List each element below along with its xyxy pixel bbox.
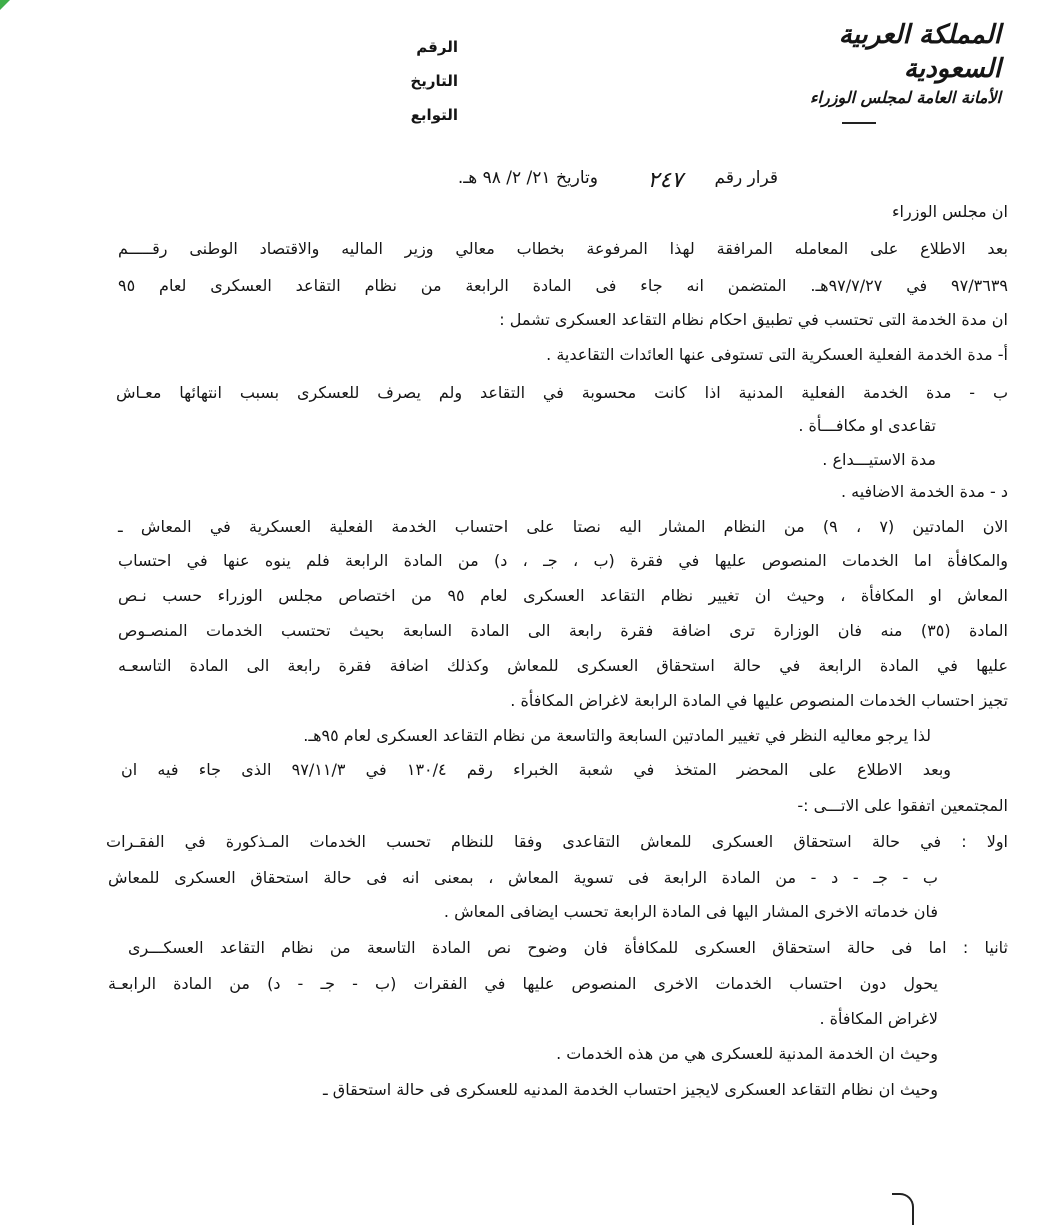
body-line: والمكافأة اما الخدمات المنصوص عليها في فقرة (ب ، جـ ، د) من المادة الرابعة فلم ينوه عنها في احتساب: [118, 551, 1008, 570]
body-line: المعاش او المكافأة ، وحيث ان تغيير نظام التقاعد العسكرى لعام ٩٥ من اختصاص مجلس الوزراء حسب نـص: [118, 586, 1009, 605]
letterhead-secretariat: الأمانة العامة لمجلس الوزراء: [810, 88, 1001, 107]
body-line: وحيث ان نظام التقاعد العسكرى لايجيز احتساب الخدمة المدنيه للعسكرى فى حالة استحقاق ـ: [323, 1080, 938, 1099]
date-label: التاريخ: [410, 72, 458, 90]
body-line: ب - جـ - د - من المادة الرابعة فى تسوية المعاش ، بمعنى انه فى حالة استحقاق العسكرى للمعاش: [108, 868, 938, 887]
body-line: د - مدة الخدمة الاضافيه .: [840, 482, 1008, 501]
body-line: مدة الاستيـــداع .: [822, 450, 936, 469]
body-line: تجيز احتساب الخدمات المنصوص عليها في المادة الرابعة لاغراض المكافأة .: [510, 691, 1008, 710]
body-line: المجتمعين اتفقوا على الاتـــى :-: [797, 796, 1008, 815]
number-label: الرقم: [416, 38, 458, 56]
body-line: ٩٧/٣٦٣٩ في ٩٧/٧/٢٧هـ. المتضمن انه جاء فى المادة الرابعة من نظام التقاعد العسكرى لعام ٩٥: [118, 276, 1008, 295]
body-line: ان مجلس الوزراء: [892, 202, 1008, 221]
letterhead: [741, 18, 1001, 110]
body-line: الان المادتين (٧ ، ٩) من النظام المشار اليه نصتا على احتساب الخدمة الفعلية العسكرية في المعاش ـ: [118, 517, 1009, 536]
body-line: ب - مدة الخدمة الفعلية المدنية اذا كانت محسوبة في التقاعد ولم يصرف للعسكرى بسبب انتهائها معـاش: [116, 383, 1008, 402]
body-line: لذا يرجو معاليه النظر في تغيير المادتين السابعة والتاسعة من نظام التقاعد العسكرى لعام ٩٥هـ.: [303, 726, 931, 745]
decision-number: ٢٤٧: [647, 168, 683, 193]
attachments-label: التوابع: [410, 106, 458, 124]
body-line: بعد الاطلاع على المعامله المرافقة لهذا المرفوعة بخطاب معالي وزير الماليه والاقتصاد الوطنى رقـــــم: [118, 239, 1008, 258]
body-line: المادة (٣٥) منه فان الوزارة ترى اضافة فقرة رابعة الى المادة السابعة بحيث تحتسب الخدمات المنصـوص: [118, 621, 1008, 640]
body-line: فان خدماته الاخرى المشار اليها فى المادة الرابعة تحسب ايضافى المعاش .: [443, 902, 938, 921]
body-line: لاغراض المكافأة .: [819, 1009, 938, 1028]
body-line: يحول دون احتساب الخدمات الاخرى المنصوص عليها في الفقرات (ب - جـ - د) من المادة الرابعـة: [108, 974, 938, 993]
body-line: ثانيا : اما فى حالة استحقاق العسكرى للمكافأة فان وضوح نص المادة التاسعة من نظام التقاعد العسكـــرى: [128, 938, 1008, 957]
body-line: عليها في المادة الرابعة في حالة استحقاق العسكرى للمعاش وكذلك اضافة فقرة رابعة الى المادة التاسعـه: [118, 656, 1008, 675]
decision-date: وتاريخ ٢١/ ٢/ ٩٨ هـ.: [457, 168, 598, 188]
page-end-flourish: [892, 1193, 914, 1225]
body-line: وبعد الاطلاع على المحضر المتخذ في شعبة الخبراء رقم ١٣٠/٤ في ٩٧/١١/٣ الذى جاء فيه ان: [121, 760, 952, 779]
corner-mark: [0, 0, 10, 10]
body-line: تقاعدى او مكافـــأة .: [798, 416, 936, 435]
body-line: ان مدة الخدمة التى تحتسب في تطبيق احكام نظام التقاعد العسكرى تشمل :: [499, 310, 1008, 329]
decision-header: [368, 168, 778, 198]
reference-fields: [368, 30, 458, 132]
letterhead-underline: [842, 122, 876, 124]
letterhead-kingdom: المملكة العربية السعودية: [838, 20, 1001, 84]
body-line: اولا : في حالة استحقاق العسكرى للمعاش التقاعدى وفقا للنظام تحسب الخدمات المـذكورة في الفقـرات: [106, 832, 1008, 851]
body-line: أ- مدة الخدمة الفعلية العسكرية التى تستوفى عنها العائدات التقاعدية .: [546, 345, 1008, 364]
body-line: وحيث ان الخدمة المدنية للعسكرى هي من هذه الخدمات .: [556, 1044, 938, 1063]
decision-label: قرار رقم: [714, 168, 778, 188]
